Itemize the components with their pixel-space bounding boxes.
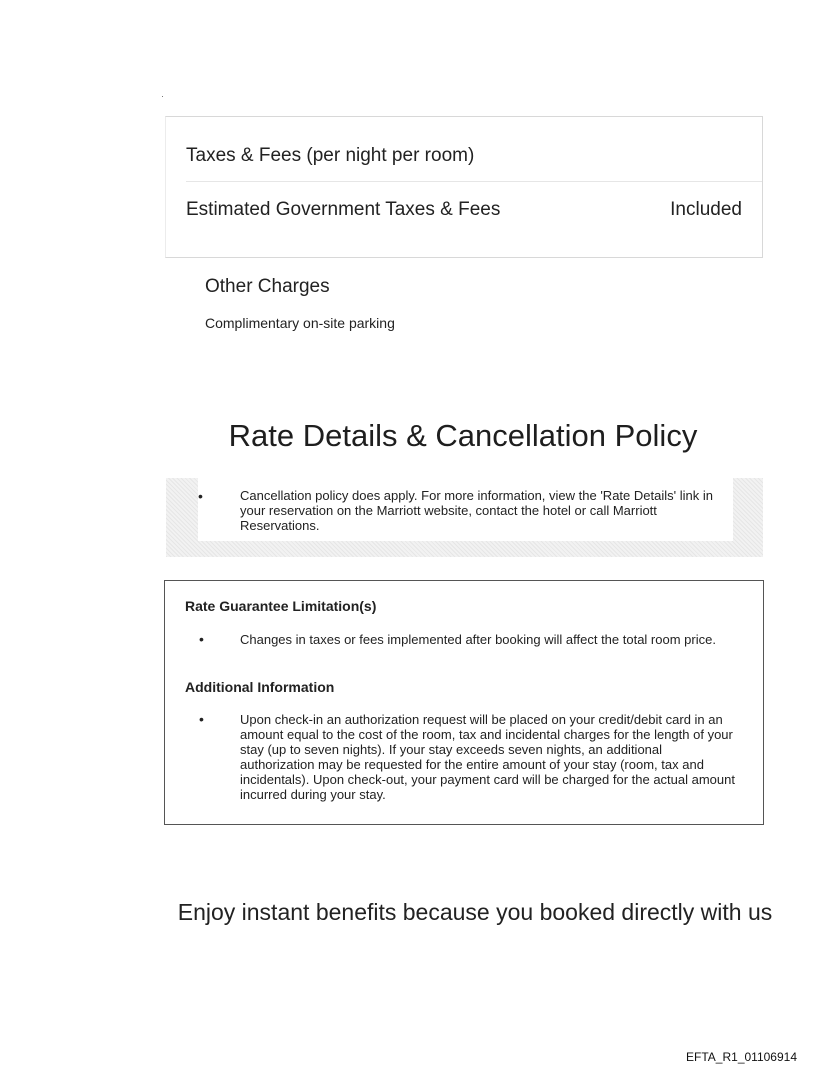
other-charges-title: Other Charges	[205, 276, 330, 297]
additional-info-heading: Additional Information	[185, 679, 335, 695]
taxes-fees-panel	[165, 116, 763, 258]
cancellation-policy-content	[198, 478, 733, 541]
rate-guarantee-panel	[164, 580, 764, 825]
divider	[186, 181, 762, 182]
taxes-fees-row	[186, 199, 742, 221]
additional-info-item: Upon check-in an authorization request will be placed on your credit/debit card in an amount equal to the cost of the room, tax and incidental charges for the length of your stay (up to seven nights). If your stay exceeds seven nights, an additional authorization may be requested for the entire amount of your stay (room, tax and incidentals). Upon check-out, your payment card will be charged for the actual amount incurred during your stay.	[240, 712, 735, 802]
stray-mark	[162, 96, 163, 97]
bullet: •	[199, 711, 204, 727]
taxes-fees-title: Taxes & Fees (per night per room)	[186, 145, 475, 166]
cancellation-policy-banner	[166, 478, 763, 557]
taxes-fees-value: Included	[670, 199, 742, 220]
taxes-fees-label: Estimated Government Taxes & Fees	[186, 199, 501, 220]
rate-details-heading: Rate Details & Cancellation Policy	[228, 418, 698, 453]
bullet: •	[198, 488, 203, 504]
rate-guarantee-item: Changes in taxes or fees implemented after booking will affect the total room price.	[240, 632, 716, 647]
document-id: EFTA_R1_01106914	[686, 1050, 797, 1064]
cancellation-policy-text: Cancellation policy does apply. For more information, view the 'Rate Details' link in your reservation on the Marriott website, contact the hotel or call Marriott Reservations.	[240, 488, 713, 533]
rate-guarantee-heading: Rate Guarantee Limitation(s)	[185, 598, 377, 614]
benefits-heading: Enjoy instant benefits because you booked directly with us	[177, 899, 773, 925]
bullet: •	[199, 631, 204, 647]
other-charges-item: Complimentary on-site parking	[205, 315, 395, 331]
